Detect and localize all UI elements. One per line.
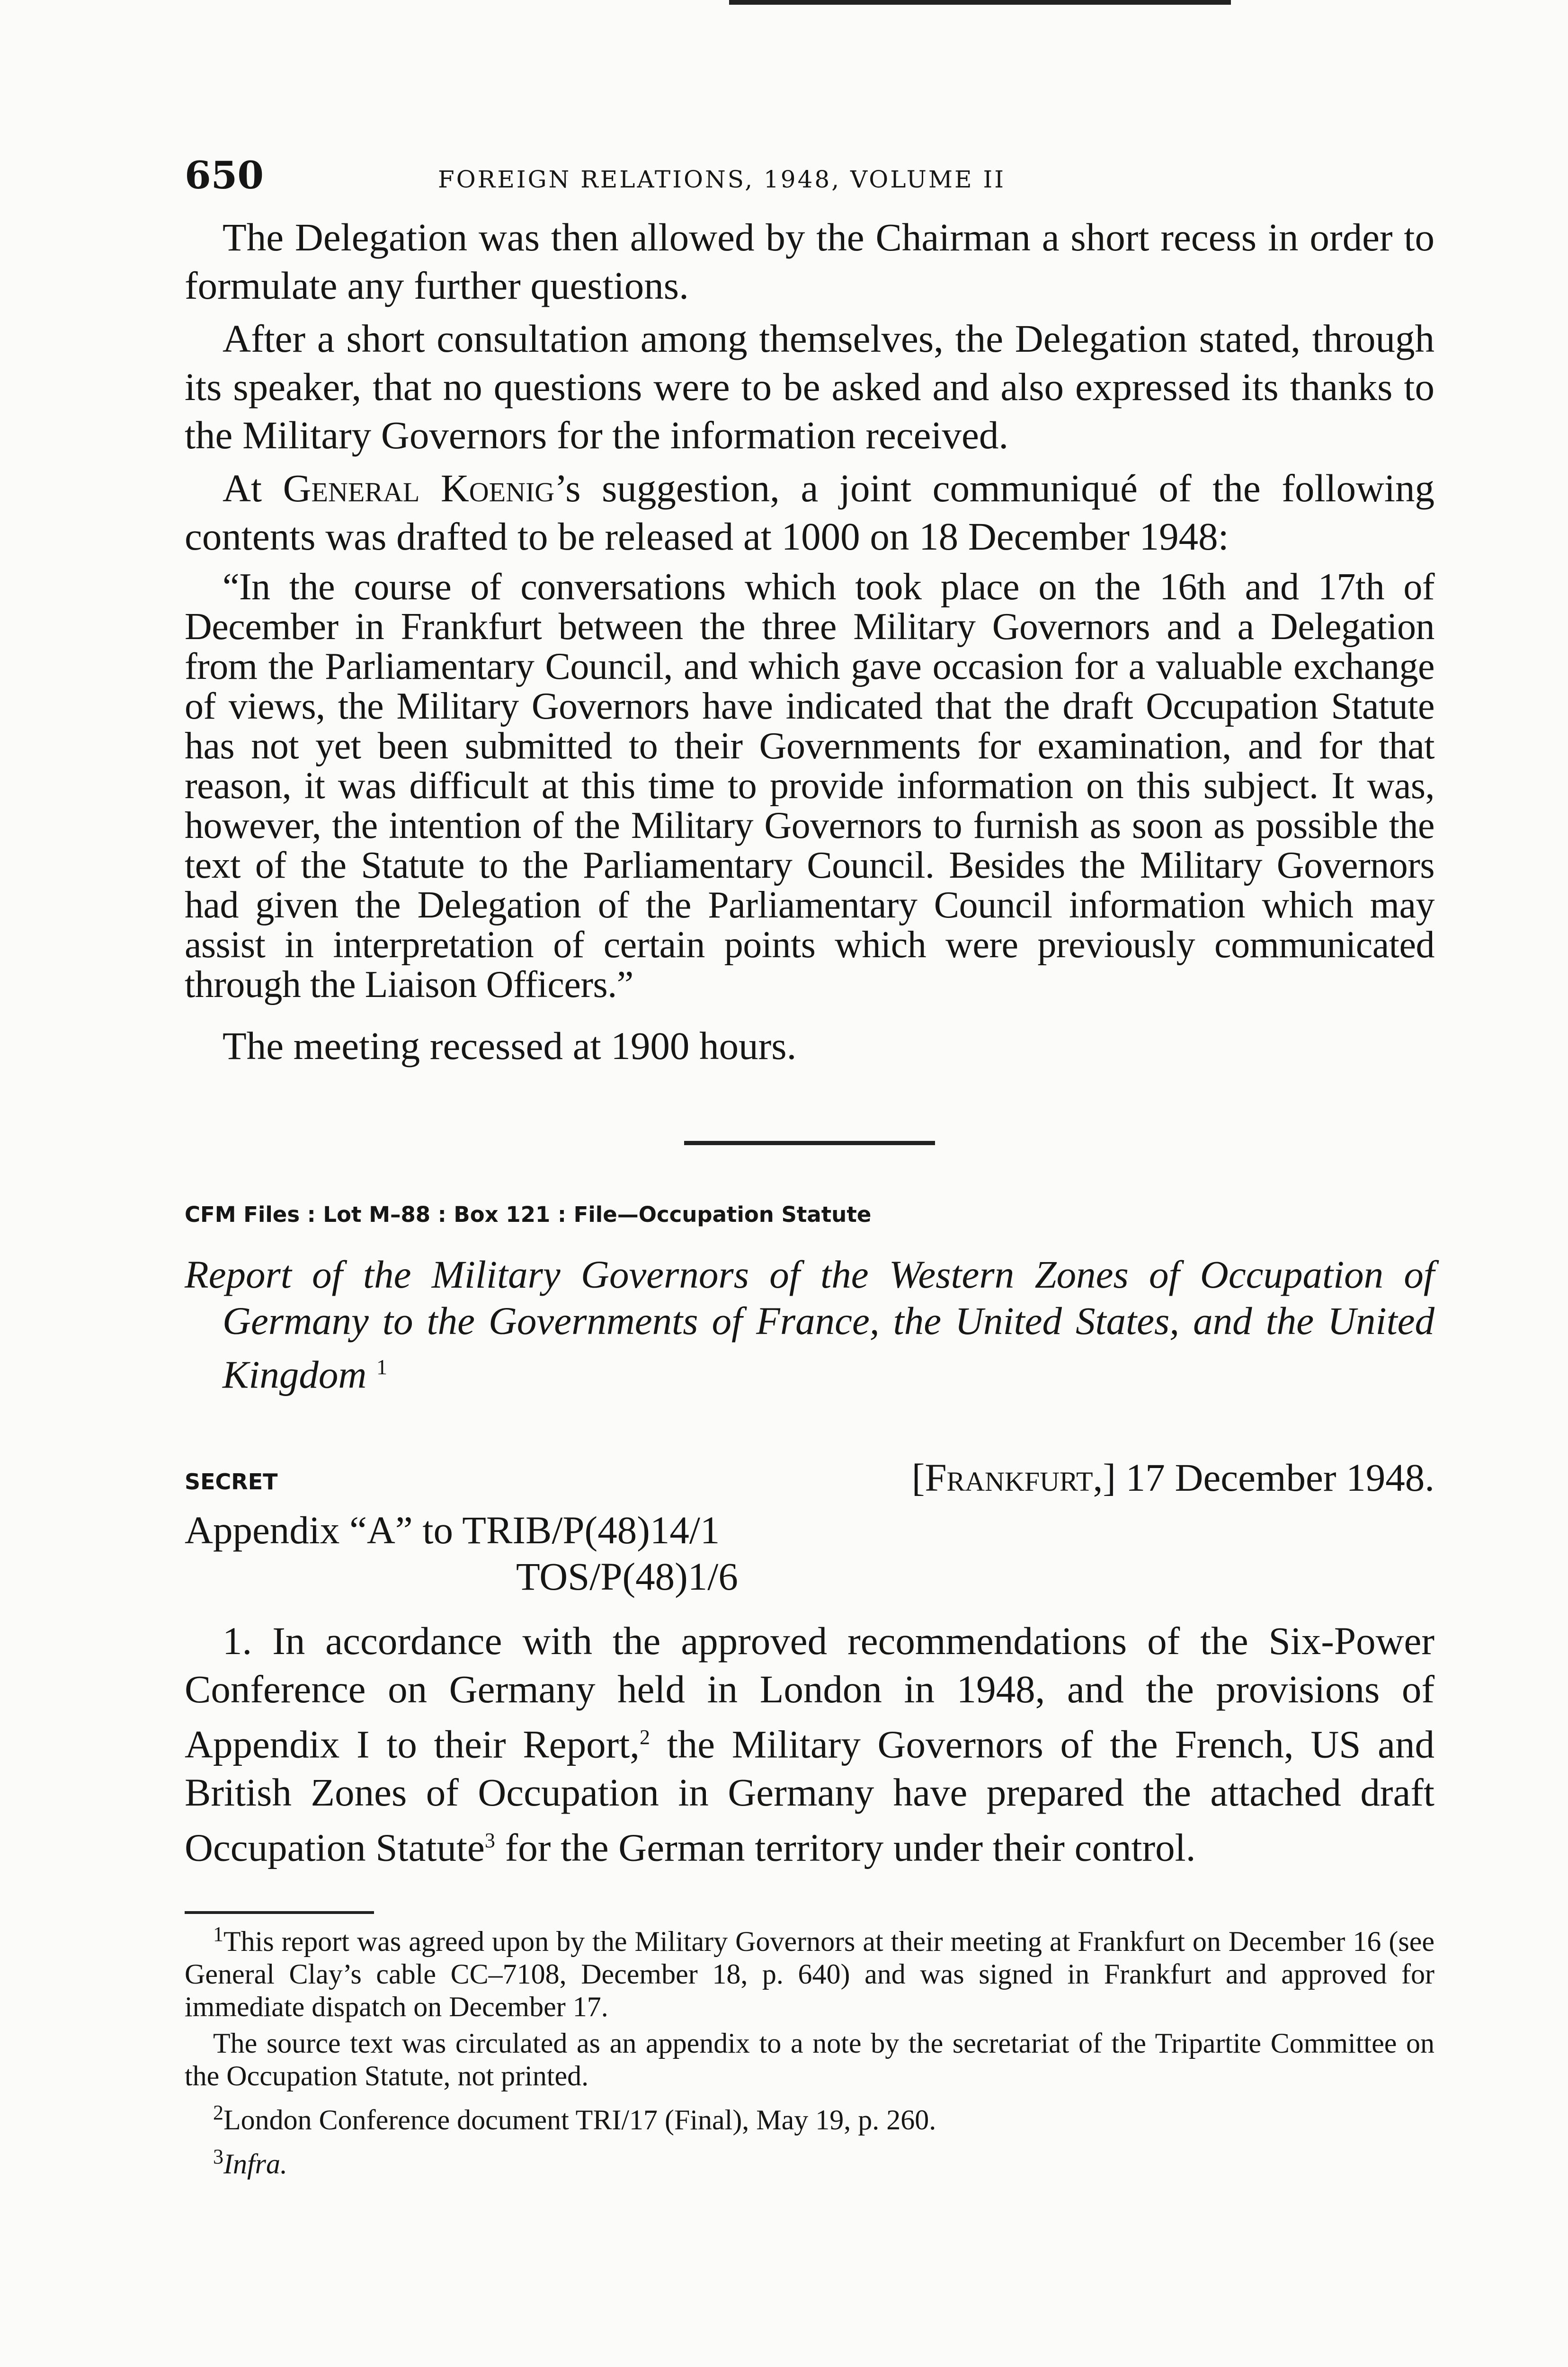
classification-label: SECRET <box>185 1468 278 1495</box>
top-edge-rule <box>729 0 1231 5</box>
document-title-text: Report of the Military Governors of the Western Zones of Occupation of Germany to the Governments of France, the United States, and the United Kingdom <box>185 1253 1434 1397</box>
paragraph-recess-request: The Delegation was then allowed by the Chairman a short recess in order to formulate any further questions. <box>185 215 1434 307</box>
footnote-1-continued <box>185 2027 1434 2092</box>
page <box>185 153 1434 2180</box>
koenig-prefix: At <box>223 466 283 510</box>
communique-quote: “In the course of conversations which took place on the 16th and 17th of December in Frankfurt between the three Military Governors and a Delegation from the Parliamentary Council, and which gave occasion for a valuable exchange of views, the Military Governors have indicated that the draft Occupation Statute has not yet been submitted to their Governments for examination, and for that reason, it was difficult at this time to provide information on this subject. It was, however, the intention of the Military Governors to furnish as soon as possible the text of the Statute to the Parliamentary Council. Besides the Military Governors had given the Delegation of the Parliamentary Council information which may assist in interpretation of certain points which were previously communicated through the Liaison Officers.” <box>185 566 1434 1006</box>
footnote-2-text: London Conference document TRI/17 (Final), May 19, p. 260. <box>223 2104 936 2136</box>
paragraph-1 <box>185 1617 1434 1872</box>
footnotes <box>185 1918 1434 2180</box>
document-title <box>185 1251 1434 1398</box>
footnote-2 <box>185 2096 1434 2136</box>
footnote-1 <box>185 1918 1434 2023</box>
file-reference: CFM Files : Lot M–88 : Box 121 : File—Occupation Statute <box>185 1202 872 1227</box>
page-number: 650 <box>185 153 264 197</box>
running-title: FOREIGN RELATIONS, 1948, VOLUME II <box>438 166 1006 193</box>
footnote-ref-1: 1 <box>376 1355 388 1379</box>
section-divider <box>684 1141 935 1145</box>
footnote-ref-2: 2 <box>640 1725 650 1749</box>
appendix-line-2: TOS/P(48)1/6 <box>516 1554 738 1598</box>
appendix-line-1: Appendix “A” to TRIB/P(48)14/1 <box>185 1508 720 1552</box>
footnote-3-text: Infra. <box>223 2148 287 2180</box>
koenig-rest: ’s suggestion, a joint communiqué of the following contents was drafted to be released at 1000 on 18 December 1948: <box>185 466 1434 558</box>
para1-text-c: for the German territory under their control. <box>495 1825 1196 1869</box>
place-date <box>912 1455 1434 1500</box>
footnote-3 <box>185 2140 1434 2180</box>
footnote-1-mark: 1 <box>213 1922 223 1946</box>
footnote-ref-3: 3 <box>484 1829 495 1852</box>
koenig-name: General Koenig <box>283 466 555 510</box>
footnote-2-mark: 2 <box>213 2100 223 2124</box>
body-text <box>185 213 1434 561</box>
para1-text-b: the Military Governors of the French, US and British Zones of Occupation in Germany have prepared the attached draft Occupation Statute <box>185 1722 1434 1869</box>
para1-text-a: 1. In accordance with the approved recommendations of the Six-Power Conference on Germany held in London in 1948, and the provisions of Appendix I to their Report, <box>185 1619 1434 1766</box>
footnote-1-text: This report was agreed upon by the Military Governors at their meeting at Frankfurt on December 16 (see General Clay’s cable CC–7108, December 18, p. 640) and was signed in Frankfurt and approved for immediate dispatch on December 17. <box>185 1925 1434 2022</box>
paragraph-koenig-suggestion <box>185 464 1434 561</box>
footnote-3-mark: 3 <box>213 2145 223 2168</box>
paragraph-delegation-thanks: After a short consultation among themselves, the Delegation stated, through its speaker, that no questions were to be asked and also expressed its thanks to the Military Governors for the information received. <box>185 317 1434 457</box>
place: [Frankfurt,] <box>911 1455 1116 1499</box>
meeting-recessed: The meeting recessed at 1900 hours. <box>223 1024 797 1068</box>
running-head <box>185 153 1434 213</box>
date: 17 December 1948. <box>1125 1455 1434 1499</box>
footnote-1b-text: The source text was circulated as an appendix to a note by the secretariat of the Tripartite Committee on the Occupation Statute, not printed. <box>185 2027 1434 2091</box>
dateline <box>185 1455 1434 1502</box>
footnote-rule <box>185 1911 374 1914</box>
appendix-reference <box>185 1507 1434 1600</box>
